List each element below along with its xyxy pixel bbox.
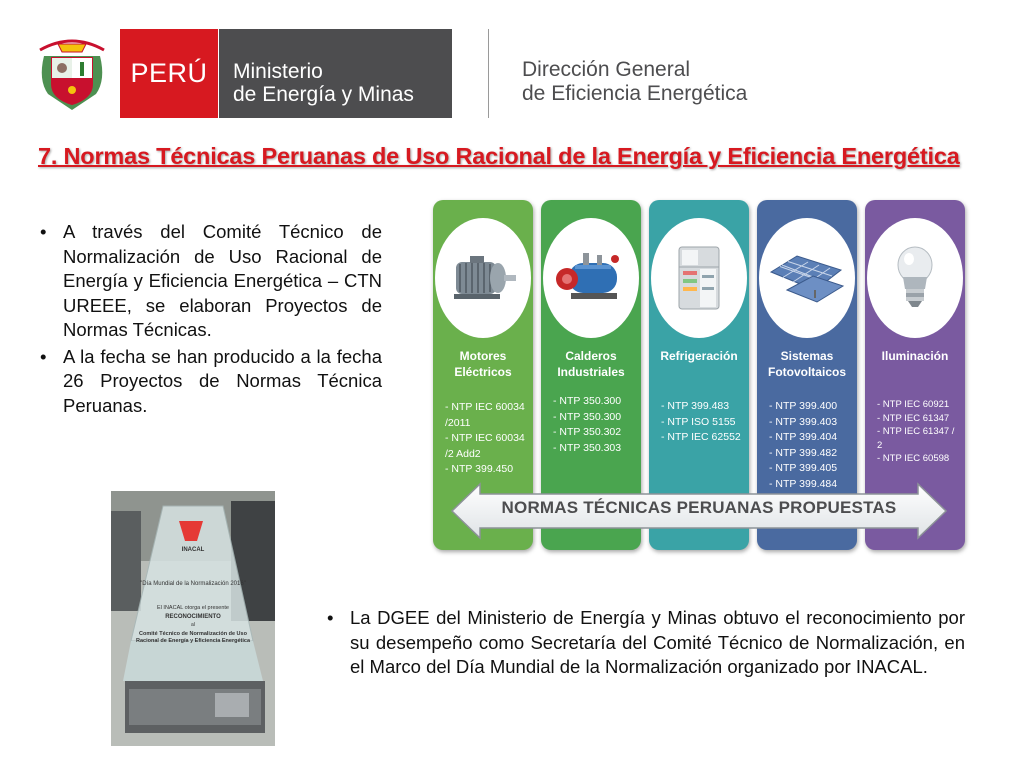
norm-list bbox=[553, 394, 637, 456]
column-label: Iluminación bbox=[881, 349, 949, 363]
bullet-dot: • bbox=[327, 607, 334, 628]
electric-motor-icon bbox=[448, 250, 518, 306]
award-bullet bbox=[327, 606, 965, 682]
trophy-award: RECONOCIMIENTO bbox=[165, 614, 221, 620]
ministry-line-2: de Energía y Minas bbox=[233, 83, 414, 106]
column-label: Sistemas Fotovoltaicos bbox=[767, 349, 846, 379]
trophy-photo bbox=[111, 491, 275, 746]
light-bulb-image bbox=[867, 218, 963, 338]
norm-list bbox=[877, 398, 961, 466]
bullet-dot: • bbox=[40, 221, 47, 242]
light-bulb-icon bbox=[895, 245, 935, 311]
norm-item: - NTP 399.450 bbox=[445, 463, 514, 475]
refrigerator-icon bbox=[674, 245, 724, 311]
bullet-item bbox=[40, 220, 382, 343]
motor-image bbox=[435, 218, 531, 338]
norm-item: - NTP IEC 60034 /2 Add2 bbox=[445, 432, 525, 460]
norm-item: - NTP ISO 5155 bbox=[661, 415, 736, 428]
solar-panel-icon bbox=[767, 250, 847, 306]
norm-item: - NTP 350.300 bbox=[553, 410, 622, 423]
norm-list bbox=[769, 399, 853, 492]
norm-item: - NTP IEC 60598 bbox=[877, 453, 950, 464]
norm-item: - NTP 399.404 bbox=[769, 431, 838, 443]
norm-item: - NTP 399.482 bbox=[769, 446, 838, 459]
solar-panel-image bbox=[759, 218, 855, 338]
bullet-text: La DGEE del Ministerio de Energía y Minas obtuvo el reconocimiento por su desempeño como Secretaría del Comité Técnico de Normalización, en el Marco del Día Mundial de la Normalización organizado por INACAL. bbox=[350, 607, 965, 677]
trophy-to: al bbox=[191, 622, 195, 628]
bullet-text: A través del Comité Técnico de Normalización de Uso Racional de Energía y Eficiencia Energética – CTN UREEE, se elaboran Proyectos de Normas Técnicas. bbox=[63, 221, 382, 340]
column-label: Calderos Industriales bbox=[557, 349, 625, 379]
peru-logo-box: PERÚ bbox=[120, 29, 218, 118]
norm-item: - NTP IEC 60921 bbox=[877, 399, 950, 410]
column-label: Motores Eléctricos bbox=[454, 349, 512, 379]
header-divider bbox=[488, 29, 489, 118]
trophy-event: "Día Mundial de la Normalización 2016" bbox=[140, 581, 246, 587]
trophy-recipient: Comité Técnico de Normalización de Uso Racional de Energía y Eficiencia Energética bbox=[135, 631, 251, 644]
intro-bullets bbox=[40, 220, 382, 420]
direction-line-1: Dirección General bbox=[522, 58, 691, 81]
ministry-name bbox=[219, 29, 452, 118]
norm-list bbox=[445, 400, 529, 478]
direction-name bbox=[522, 58, 747, 106]
bullet-item bbox=[327, 606, 965, 680]
norm-item: - NTP IEC 60034 /2011 bbox=[445, 401, 525, 429]
column-label: Refrigeración bbox=[660, 349, 738, 363]
norm-item: - NTP 350.303 bbox=[553, 441, 622, 454]
ministry-line-1: Ministerio bbox=[233, 60, 323, 83]
bullet-dot: • bbox=[40, 345, 47, 367]
norm-list bbox=[661, 399, 745, 446]
norm-item: - NTP 350.302 bbox=[553, 426, 622, 438]
arrow-label: NORMAS TÉCNICAS PERUANAS PROPUESTAS bbox=[501, 498, 897, 517]
norm-item: - NTP IEC 61347 bbox=[877, 412, 950, 424]
bullet-text: A la fecha se han producido a la fecha 26 Proyectos de Normas Técnica Peruanas. bbox=[63, 345, 382, 416]
boiler-image bbox=[543, 218, 639, 338]
trophy-org: INACAL bbox=[181, 547, 205, 553]
norm-item: - NTP 350.300 bbox=[553, 395, 622, 407]
bullet-item bbox=[40, 345, 382, 419]
trophy-grant: El INACAL otorga el presente bbox=[157, 605, 229, 611]
norm-item: - NTP 399.400 bbox=[769, 400, 838, 412]
norm-item: - NTP 399.484 bbox=[769, 477, 838, 490]
norm-item: - NTP 399.405 bbox=[769, 462, 838, 474]
direction-line-2: de Eficiencia Energética bbox=[522, 82, 748, 105]
norm-item: - NTP 399.483 bbox=[661, 400, 730, 412]
boiler-icon bbox=[555, 249, 627, 307]
peru-coat-of-arms-icon bbox=[34, 30, 110, 114]
refrigerator-image bbox=[651, 218, 747, 338]
norm-item: - NTP IEC 61347 / 2 bbox=[877, 426, 955, 451]
norm-item: - NTP IEC 62552 bbox=[661, 431, 741, 443]
slide-title: 7. Normas Técnicas Peruanas de Uso Racional de la Energía y Eficiencia Energética bbox=[38, 143, 960, 169]
norm-item: - NTP 399.403 bbox=[769, 415, 838, 428]
